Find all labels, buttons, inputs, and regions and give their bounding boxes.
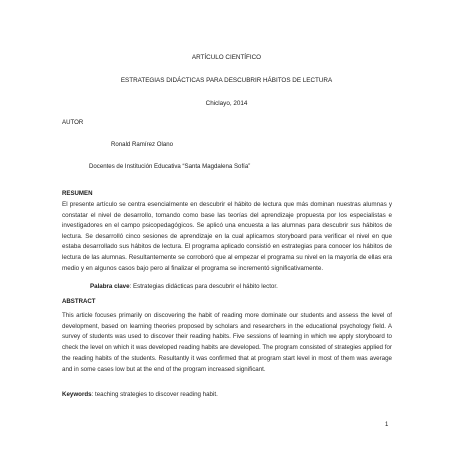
resumen-keywords	[90, 283, 278, 290]
author-affiliation: Docentes de Institución Educativa “Santa Magdalena Sofía”	[89, 163, 251, 170]
resumen-keywords-label: Palabra clave	[90, 283, 130, 290]
abstract-heading: ABSTRACT	[62, 298, 96, 305]
resumen-keywords-text: : Estrategias didácticas para descubrir el hábito lector.	[129, 283, 278, 290]
abstract-keywords-text: : teaching strategies to discover reading habit.	[91, 391, 218, 398]
abstract-keywords-label: Keywords	[62, 391, 92, 398]
abstract-keywords	[62, 391, 218, 398]
place-date: Chiclayo, 2014	[205, 100, 248, 107]
author-heading: AUTOR	[62, 119, 84, 126]
author-name: Ronald Ramírez Olano	[111, 141, 173, 148]
resumen-body: El presente artículo se centra esencialmente en descubrir el hábito de lectura que más dominan nuestras alumnas y constatar el nivel de desarrollo, tomando como base las teorías del aprendizaje propuesta por los especialistas e investigadores en el campo psicopedagógicos. Se aplicó una encuesta a las alumnas para descubrir sus hábitos de lectura. Se desarrolló cinco sesiones de aprendizaje en la cual aplicamos storyboard para verificar el nivel en que estaba desarrollado sus hábitos de lectura. El programa aplicado consistió en estrategias para conocer los hábitos de lectura de las alumnas. Resultantemente se corroboró que al empezar el programa su nivel en la mayoría de ellas era medio y en algunos casos bajo pero al finalizar el programa se incrementó significativamente.	[62, 201, 392, 272]
article-title: ESTRATEGIAS DIDÁCTICAS PARA DESCUBRIR HÁBITOS DE LECTURA	[120, 77, 333, 84]
resumen-heading: RESUMEN	[62, 190, 93, 197]
page-number: 1	[385, 422, 389, 428]
article-type-label: ARTÍCULO CIENTÍFICO	[191, 54, 262, 61]
abstract-body: This article focuses primarily on discovering the habit of reading more dominate our students and assess the level of development, based on learning theories proposed by scholars and researchers in the educational psychology field. A survey of students was used to discover their reading habits. Five sessions of learning in which we apply storyboard to check the level on which it was developed reading habits are developed. The program consisted of strategies applied for the reading habits of the students. Resultantly it was confirmed that at program start level in most of them was average and in some cases low but at the end of the program increased significant.	[62, 312, 392, 373]
